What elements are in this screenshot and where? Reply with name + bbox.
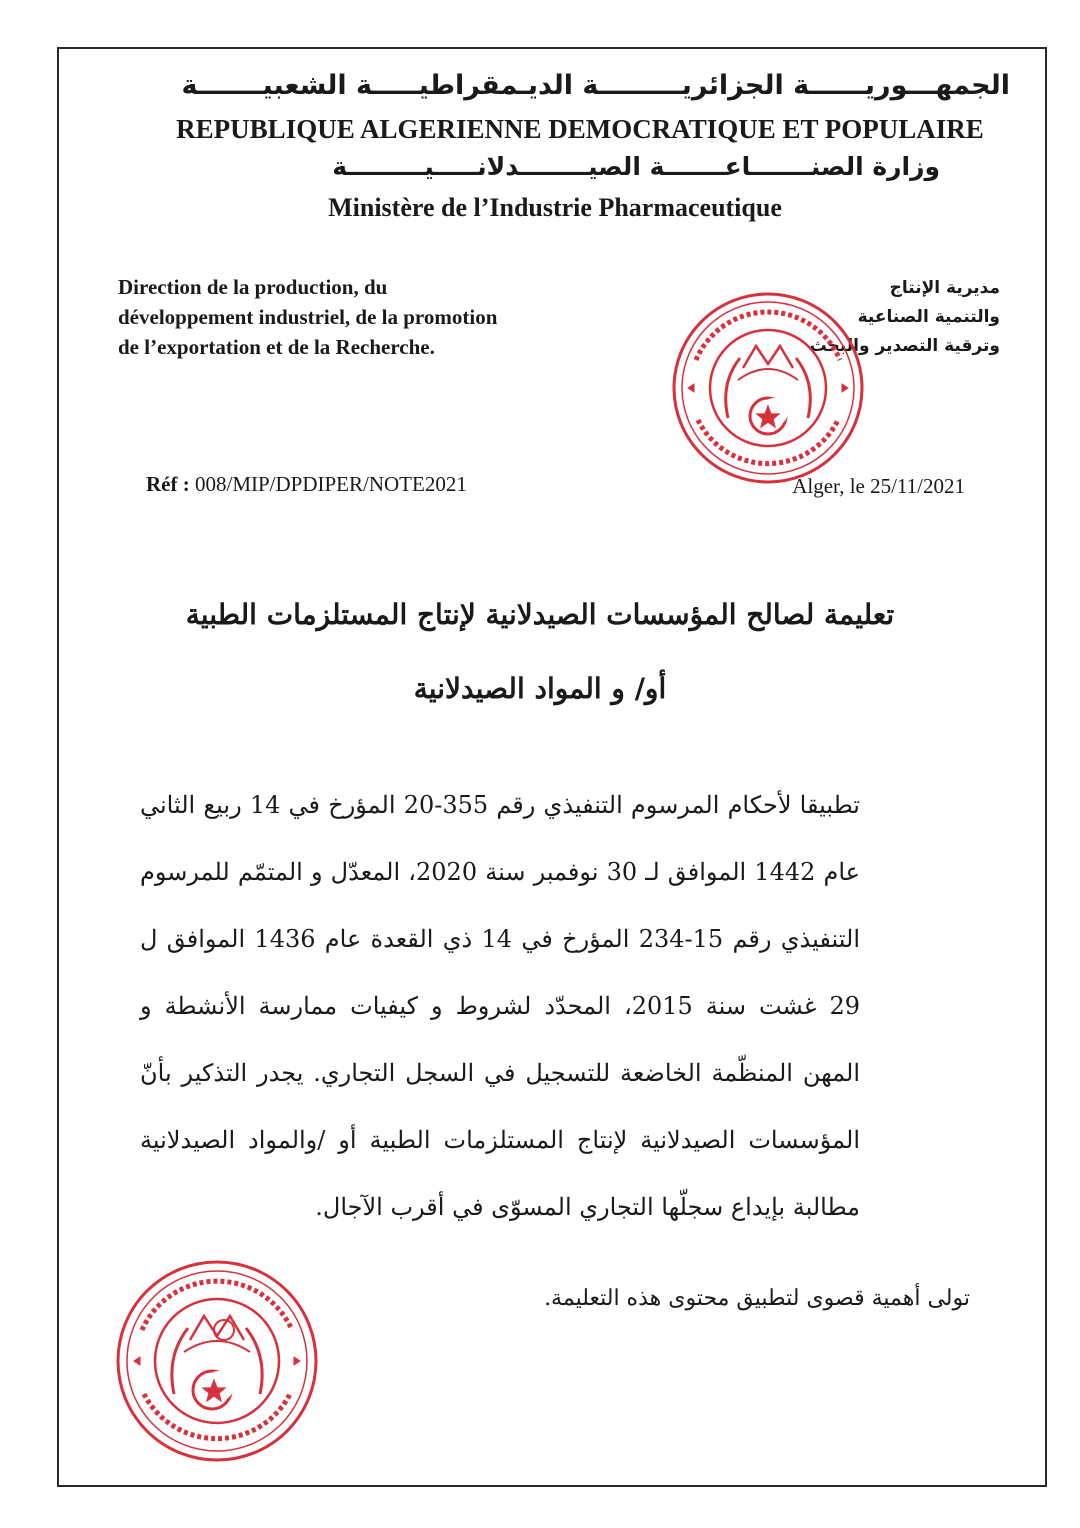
direction-arabic-line: وترقية التصدير والبحث [809, 336, 1000, 356]
republic-arabic: الجمهـــوريــــــة الجزائريـــــــــة الديـمقراطيـــــة الشعبيـــــــة [181, 70, 1010, 101]
direction-arabic-line: مديرية الإنتاج [889, 278, 1000, 298]
title-line-2: أو/ و المواد الصيدلانية [413, 672, 667, 705]
title-line-1: تعليمة لصالح المؤسسات الصيدلانية لإنتاج المستلزمات الطبية [185, 598, 895, 631]
direction-arabic-line: والتنمية الصناعية [857, 307, 1000, 327]
ministry-french: Ministère de l’Industrie Pharmaceutique [328, 193, 782, 222]
closing-statement: تولى أهمية قصوى لتطبيق محتوى هذه التعليمة. [544, 1286, 970, 1311]
republic-french: REPUBLIQUE ALGERIENNE DEMOCRATIQUE ET POPULAIRE [176, 114, 984, 144]
direction-french: Direction de la production, du développement industriel, de la promotion de l’exportation et de la Recherche. [118, 275, 498, 359]
reference-label: Réf : [146, 472, 190, 496]
official-stamp-icon [668, 288, 868, 488]
reference-number: 008/MIP/DPDIPER/NOTE2021 [194, 472, 467, 496]
reference-line [146, 472, 467, 497]
body-paragraph: تطبيقا لأحكام المرسوم التنفيذي رقم 355-20 المؤرخ في 14 ربيع الثاني عام 1442 الموافق لـ 30 نوفمبر سنة 2020، المعدّل و المتمّم للمرسوم التنفيذي رقم 15-234 المؤرخ في 14 ذي القعدة عام 1436 الموافق ل 29 غشت سنة 2015، المحدّد لشروط و كيفيات ممارسة الأنشطة و المهن المنظّمة الخاضعة للتسجيل في السجل التجاري. يجدر التذكير بأنّ المؤسسات الصيدلانية لإنتاج المستلزمات الطبية أو /والمواد الصيدلانية مطالبة بإيداع سجلّها التجاري المسوّى في أقرب الآجال. [140, 791, 861, 1221]
ministry-arabic: وزارة الصنـــــــاعـــــــة الصيــــــــدلانـــــيـــــــــة [332, 152, 940, 181]
issue-date: Alger, le 25/11/2021 [792, 474, 965, 498]
ministry-seal-icon [112, 1256, 322, 1466]
